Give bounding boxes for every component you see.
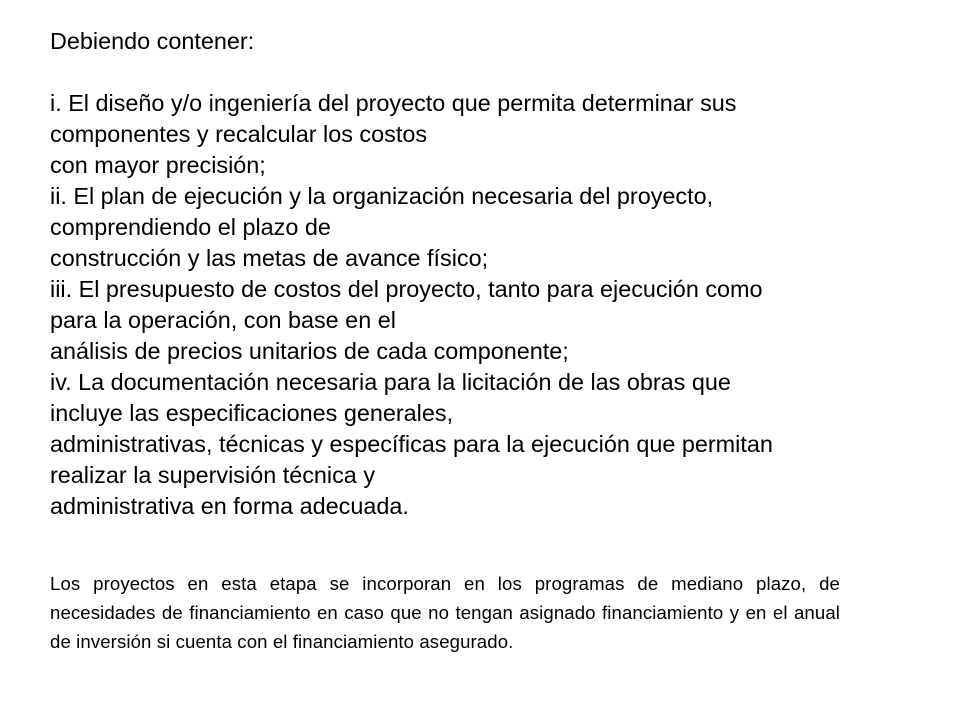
- list-item-i: [50, 88, 930, 181]
- item-line: administrativas, técnicas y específicas para la ejecución que permitan: [50, 431, 773, 457]
- note-paragraph: Los proyectos en esta etapa se incorporan en los programas de mediano plazo, de necesidades de financiamiento en caso que no tengan asignado financiamiento y en el anual de inversión si cuenta con el financiamiento asegurado.: [50, 573, 840, 652]
- item-line: con mayor precisión;: [50, 152, 266, 178]
- requirements-block: [50, 26, 930, 522]
- list-item-iii: [50, 274, 930, 367]
- item-line: i. El diseño y/o ingeniería del proyecto que permita determinar sus: [50, 90, 737, 116]
- item-line: administrativa en forma adecuada.: [50, 493, 409, 519]
- item-line: análisis de precios unitarios de cada componente;: [50, 338, 569, 364]
- item-line: iii. El presupuesto de costos del proyecto, tanto para ejecución como: [50, 276, 763, 302]
- item-line: iv. La documentación necesaria para la licitación de las obras que: [50, 369, 731, 395]
- list-item-ii: [50, 181, 930, 274]
- document-body: [50, 26, 930, 522]
- item-line: incluye las especificaciones generales,: [50, 400, 454, 426]
- item-line: componentes y recalcular los costos: [50, 121, 428, 147]
- item-line: comprendiendo el plazo de: [50, 214, 331, 240]
- heading: Debiendo contener:: [50, 28, 255, 54]
- item-line: realizar la supervisión técnica y: [50, 462, 376, 488]
- list-item-iv: [50, 367, 930, 522]
- item-line: ii. El plan de ejecución y la organización necesaria del proyecto,: [50, 183, 714, 209]
- item-line: para la operación, con base en el: [50, 307, 396, 333]
- item-line: construcción y las metas de avance físico;: [50, 245, 489, 271]
